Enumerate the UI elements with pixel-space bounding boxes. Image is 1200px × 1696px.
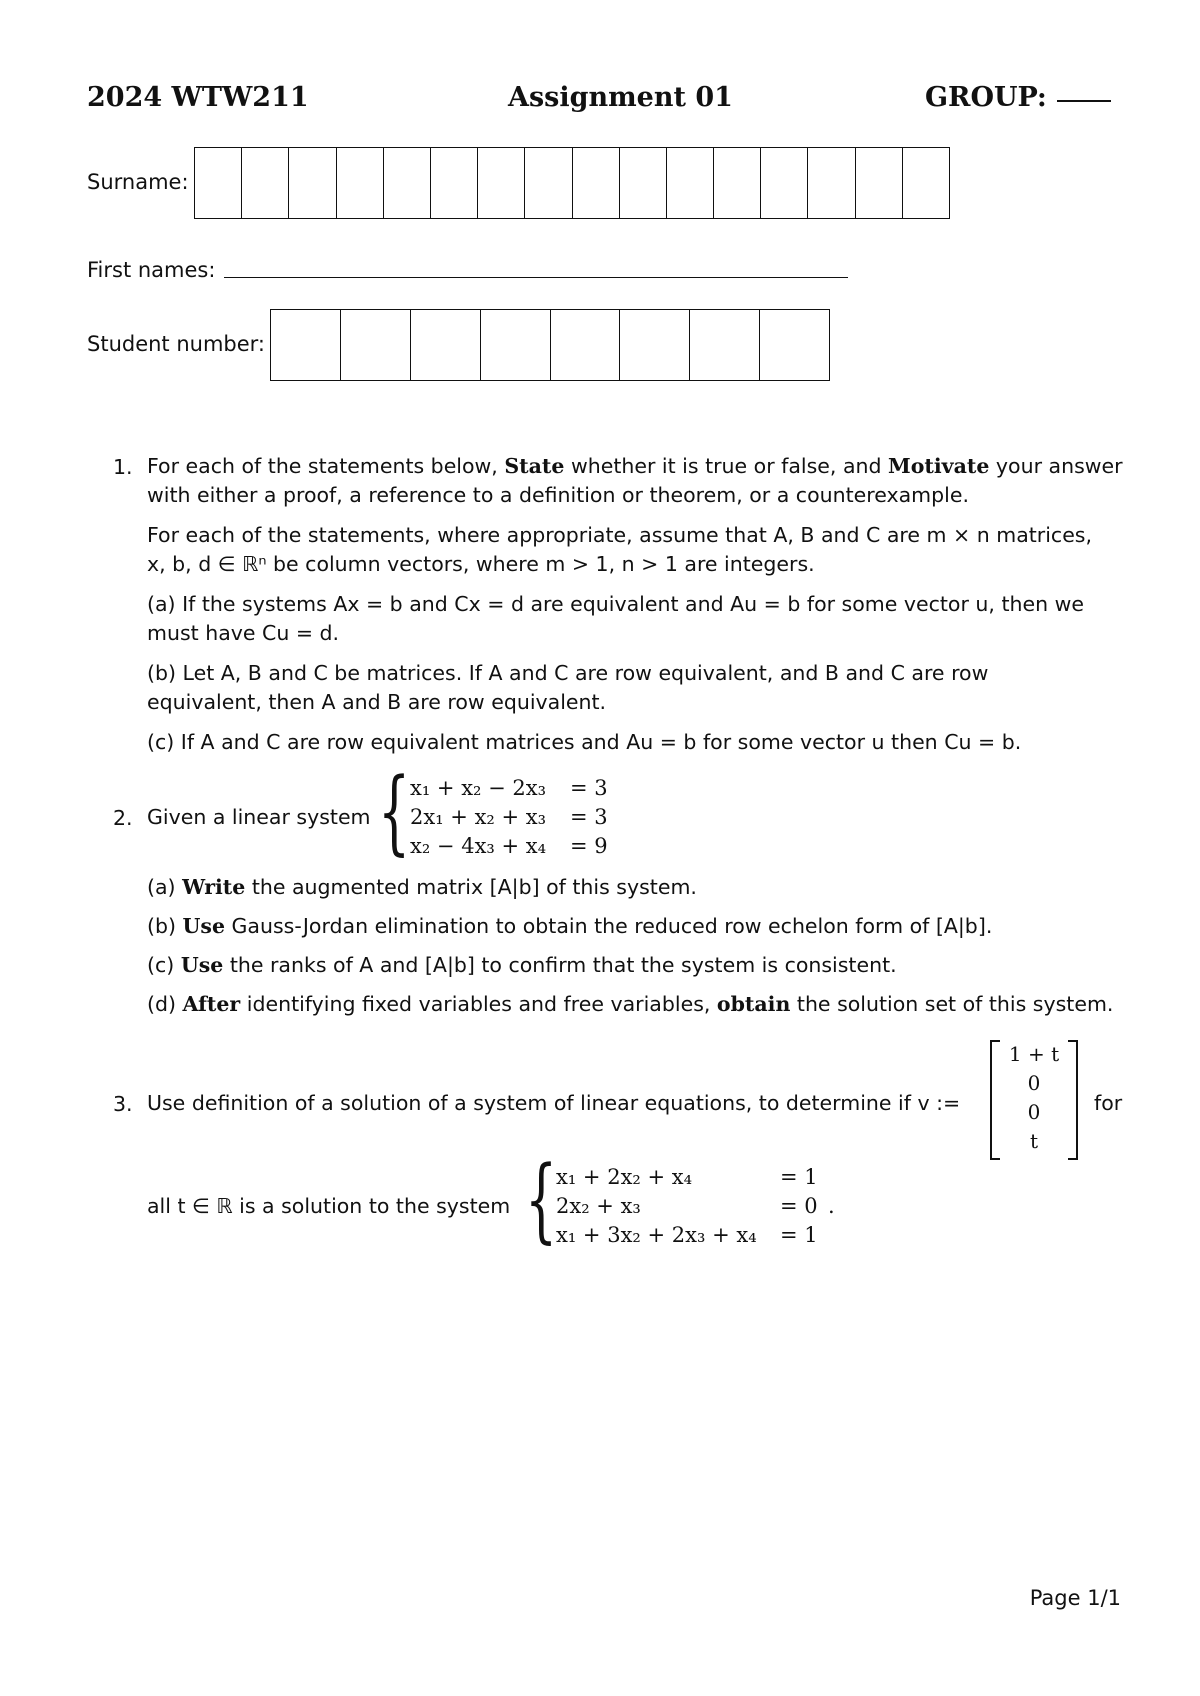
q1-intro-text-a: For each of the statements below, xyxy=(147,454,498,478)
q2-part-d-text: the solution set of this system. xyxy=(796,992,1114,1016)
q1-part-b-line2: equivalent, then A and B are row equivalent. xyxy=(147,690,607,714)
surname-box-7[interactable] xyxy=(478,148,525,218)
q3-vector-entry-2: 0 xyxy=(1027,1071,1041,1095)
q3-for: for xyxy=(1094,1091,1123,1115)
q3-eq3-rhs: = 1 xyxy=(780,1223,818,1247)
q2-part-c-keyword: Use xyxy=(180,953,224,977)
q2-part-d xyxy=(147,990,1113,1019)
q1-number: 1. xyxy=(113,455,133,479)
surname-box-10[interactable] xyxy=(620,148,667,218)
surname-box-1[interactable] xyxy=(195,148,242,218)
q1-intro-text-b: whether it is true or false, and xyxy=(570,454,882,478)
student-number-boxes[interactable] xyxy=(270,309,830,381)
q2-part-d-label: (d) xyxy=(147,992,177,1016)
student-number-box-2[interactable] xyxy=(341,310,411,380)
q3-trailing-period: . xyxy=(828,1194,835,1218)
q2-number: 2. xyxy=(113,806,133,830)
surname-box-3[interactable] xyxy=(289,148,336,218)
q3-number: 3. xyxy=(113,1092,133,1116)
surname-box-9[interactable] xyxy=(573,148,620,218)
surname-box-16[interactable] xyxy=(903,148,949,218)
first-names-label: First names: xyxy=(87,258,216,282)
q2-eq2-lhs: 2x₁ + x₂ + x₃ xyxy=(410,805,547,829)
q3-eq2-rhs: = 0 xyxy=(780,1194,818,1218)
q3-vector-right-bracket xyxy=(1068,1040,1078,1160)
student-number-box-4[interactable] xyxy=(481,310,551,380)
q2-part-c-label: (c) xyxy=(147,953,175,977)
first-names-line[interactable] xyxy=(224,277,848,278)
q3-vector xyxy=(1000,1040,1068,1156)
surname-box-14[interactable] xyxy=(808,148,855,218)
group-label: GROUP: xyxy=(925,82,1047,113)
q2-part-d-keyword-2: obtain xyxy=(716,992,791,1016)
q2-part-a-keyword: Write xyxy=(182,875,246,899)
surname-box-2[interactable] xyxy=(242,148,289,218)
q3-vector-entry-3: 0 xyxy=(1027,1100,1041,1124)
q1-state-keyword: State xyxy=(504,454,565,478)
q2-system-brace: { xyxy=(378,758,411,865)
q2-part-d-keyword: After xyxy=(182,992,241,1016)
student-number-box-3[interactable] xyxy=(411,310,481,380)
q3-vector-left-bracket xyxy=(990,1040,1000,1160)
surname-box-11[interactable] xyxy=(667,148,714,218)
q3-eq1-lhs: x₁ + 2x₂ + x₄ xyxy=(556,1165,693,1189)
q1-part-c: (c) If A and C are row equivalent matrices and Au = b for some vector u then Cu = b. xyxy=(147,730,1022,754)
student-number-box-1[interactable] xyxy=(271,310,341,380)
course-code: 2024 WTW211 xyxy=(87,82,309,113)
q1-part-b-line1: (b) Let A, B and C be matrices. If A and C are row equivalent, and B and C are row xyxy=(147,661,989,685)
student-number-box-7[interactable] xyxy=(690,310,760,380)
q1-intro-line2: with either a proof, a reference to a definition or theorem, or a counterexample. xyxy=(147,483,969,507)
q2-eq1-rhs: = 3 xyxy=(570,776,608,800)
q3-vector-entry-4: t xyxy=(1029,1129,1039,1153)
q2-part-b xyxy=(147,912,992,941)
q2-part-b-keyword: Use xyxy=(182,914,226,938)
q2-part-a-text: the augmented matrix [A|b] of this system. xyxy=(251,875,697,899)
student-number-label: Student number: xyxy=(87,332,266,356)
q2-eq3-rhs: = 9 xyxy=(570,834,608,858)
q2-part-a-label: (a) xyxy=(147,875,176,899)
student-number-box-5[interactable] xyxy=(551,310,621,380)
group-blank-line[interactable] xyxy=(1057,100,1111,102)
page-number: Page 1/1 xyxy=(1029,1586,1121,1610)
q3-line2: all t ∈ ℝ is a solution to the system xyxy=(147,1194,511,1218)
q1-part-a-line1: (a) If the systems Ax = b and Cx = d are equivalent and Au = b for some vector u, then we xyxy=(147,592,1084,616)
surname-box-15[interactable] xyxy=(856,148,903,218)
surname-box-6[interactable] xyxy=(431,148,478,218)
q3-eq2-lhs: 2x₂ + x₃ xyxy=(556,1194,641,1218)
q3-eq1-rhs: = 1 xyxy=(780,1165,818,1189)
q2-eq2-rhs: = 3 xyxy=(570,805,608,829)
q3-system-brace: { xyxy=(525,1146,558,1253)
student-number-box-6[interactable] xyxy=(620,310,690,380)
q2-part-c-text: the ranks of A and [A|b] to confirm that the system is consistent. xyxy=(229,953,897,977)
q3-vector-entry-1: 1 + t xyxy=(1008,1042,1060,1066)
q1-assume-line2: x, b, d ∈ ℝⁿ be column vectors, where m > 1, n > 1 are integers. xyxy=(147,552,815,576)
surname-label: Surname: xyxy=(87,170,189,194)
q2-eq3-lhs: x₂ − 4x₃ + x₄ xyxy=(410,834,547,858)
q2-part-b-label: (b) xyxy=(147,914,177,938)
surname-box-4[interactable] xyxy=(337,148,384,218)
surname-box-12[interactable] xyxy=(714,148,761,218)
q2-intro: Given a linear system xyxy=(147,805,371,829)
assignment-title: Assignment 01 xyxy=(508,82,733,113)
group-field[interactable] xyxy=(925,82,1111,113)
surname-boxes[interactable] xyxy=(194,147,950,219)
q2-part-a xyxy=(147,873,697,902)
q2-part-b-text: Gauss-Jordan elimination to obtain the reduced row echelon form of [A|b]. xyxy=(231,914,993,938)
surname-box-5[interactable] xyxy=(384,148,431,218)
q2-eq1-lhs: x₁ + x₂ − 2x₃ xyxy=(410,776,547,800)
q3-eq3-lhs: x₁ + 3x₂ + 2x₃ + x₄ xyxy=(556,1223,757,1247)
student-number-box-8[interactable] xyxy=(760,310,829,380)
q1-motivate-keyword: Motivate xyxy=(888,454,990,478)
q1-assume-line1: For each of the statements, where appropriate, assume that A, B and C are m × n matrices, xyxy=(147,523,1093,547)
q1-part-a-line2: must have Cu = d. xyxy=(147,621,340,645)
q2-part-d-text-mid: identifying fixed variables and free variables, xyxy=(246,992,711,1016)
q1-intro-line1 xyxy=(147,452,1123,481)
surname-box-8[interactable] xyxy=(525,148,572,218)
q3-line1: Use definition of a solution of a system of linear equations, to determine if v := xyxy=(147,1091,961,1115)
q1-intro-text-c: your answer xyxy=(995,454,1123,478)
q2-part-c xyxy=(147,951,897,980)
surname-box-13[interactable] xyxy=(761,148,808,218)
